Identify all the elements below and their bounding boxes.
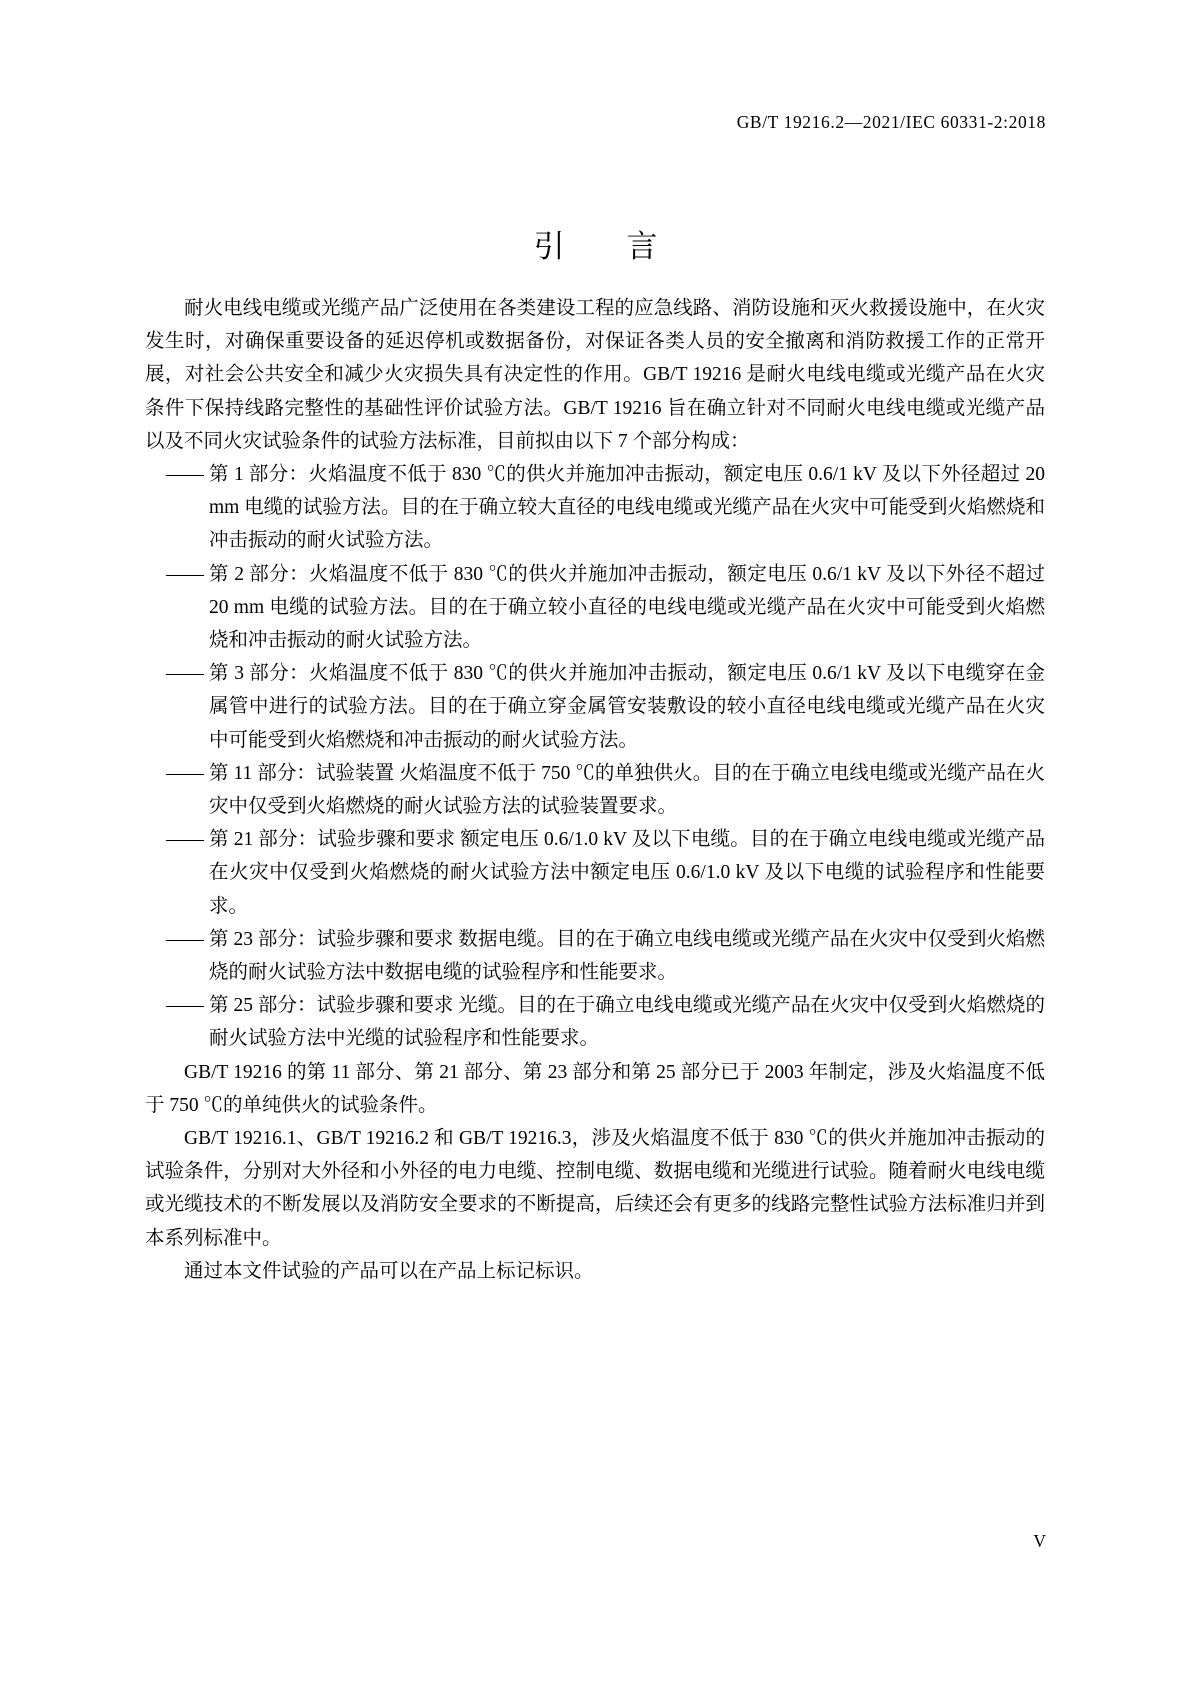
- list-item: [145, 923, 1045, 989]
- list-item-text: 第 1 部分：火焰温度不低于 830 ℃的供火并施加冲击振动，额定电压 0.6/1 kV 及以下外径超过 20 mm 电缆的试验方法。目的在于确立较大直径的电线电缆或光缆产品在火灾中可能受到火焰燃烧和冲击振动的耐火试验方法。: [209, 464, 1045, 552]
- list-item-text: 第 23 部分：试验步骤和要求 数据电缆。目的在于确立电线电缆或光缆产品在火灾中仅受到火焰燃烧的耐火试验方法中数据电缆的试验程序和性能要求。: [209, 928, 1045, 984]
- post-list-paragraph-1: GB/T 19216 的第 11 部分、第 21 部分、第 23 部分和第 25 部分已于 2003 年制定，涉及火焰温度不低于 750 ℃的单纯供火的试验条件。: [145, 1061, 1045, 1116]
- list-item-text: 第 2 部分：火焰温度不低于 830 ℃的供火并施加冲击振动，额定电压 0.6/1 kV 及以下外径不超过 20 mm 电缆的试验方法。目的在于确立较小直径的电线电缆或光缆产品在火灾中可能受到火焰燃烧和冲击振动的耐火试验方法。: [209, 563, 1045, 652]
- page-title: 引 言: [533, 228, 684, 265]
- list-dash: ——: [166, 464, 203, 486]
- list-dash: ——: [166, 762, 203, 784]
- closing-paragraph: 通过本文件试验的产品可以在产品上标记标识。: [184, 1260, 594, 1282]
- list-dash: ——: [166, 995, 203, 1017]
- parts-list: [145, 458, 1045, 1056]
- list-dash: ——: [166, 563, 203, 585]
- list-item-text: 第 3 部分：火焰温度不低于 830 ℃的供火并施加冲击振动，额定电压 0.6/1 kV 及以下电缆穿在金属管中进行的试验方法。目的在于确立穿金属管安装敷设的较小直径电线电缆或光缆产品在火灾中可能受到火焰燃烧和冲击振动的耐火试验方法。: [209, 663, 1045, 751]
- page-number: V: [1033, 1531, 1046, 1551]
- list-dash: ——: [166, 829, 203, 851]
- list-item-text: 第 25 部分：试验步骤和要求 光缆。目的在于确立电线电缆或光缆产品在火灾中仅受到火焰燃烧的耐火试验方法中光缆的试验程序和性能要求。: [209, 995, 1045, 1050]
- list-item: [145, 823, 1045, 923]
- list-item-text: 第 21 部分：试验步骤和要求 额定电压 0.6/1.0 kV 及以下电缆。目的在于确立电线电缆或光缆产品在火灾中仅受到火焰燃烧的耐火试验方法中额定电压 0.6/1.0 kV 及以下电缆的试验程序和性能要求。: [209, 829, 1045, 917]
- page-header-standard-code: GB/T 19216.2—2021/IEC 60331-2:2018: [736, 112, 1046, 132]
- list-item: [145, 458, 1045, 558]
- list-item-text: 第 11 部分：试验装置 火焰温度不低于 750 ℃的单独供火。目的在于确立电线电缆或光缆产品在火灾中仅受到火焰燃烧的耐火试验方法的试验装置要求。: [209, 762, 1045, 818]
- post-list-paragraph-2: GB/T 19216.1、GB/T 19216.2 和 GB/T 19216.3，涉及火焰温度不低于 830 ℃的供火并施加冲击振动的试验条件，分别对大外径和小外径的电力电缆、控制电缆、数据电缆和光缆进行试验。随着耐火电线电缆或光缆技术的不断发展以及消防安全要求的不断提高，后续还会有更多的线路完整性试验方法标准归并到本系列标准中。: [145, 1128, 1045, 1249]
- document-body: [145, 292, 1045, 1288]
- list-item: [145, 657, 1045, 757]
- list-dash: ——: [166, 663, 203, 685]
- list-item: [145, 989, 1045, 1055]
- list-dash: ——: [166, 928, 203, 950]
- intro-paragraph: 耐火电线电缆或光缆产品广泛使用在各类建设工程的应急线路、消防设施和灭火救援设施中，在火灾发生时，对确保重要设备的延迟停机或数据备份，对保证各类人员的安全撤离和消防救援工作的正常开展，对社会公共安全和减少火灾损失具有决定性的作用。GB/T 19216 是耐火电线电缆或光缆产品在火灾条件下保持线路完整性的基础性评价试验方法。GB/T 19216 旨在确立针对不同耐火电线电缆或光缆产品以及不同火灾试验条件的试验方法标准，目前拟由以下 7 个部分构成：: [145, 298, 1045, 452]
- list-item: [145, 757, 1045, 823]
- list-item: [145, 558, 1045, 658]
